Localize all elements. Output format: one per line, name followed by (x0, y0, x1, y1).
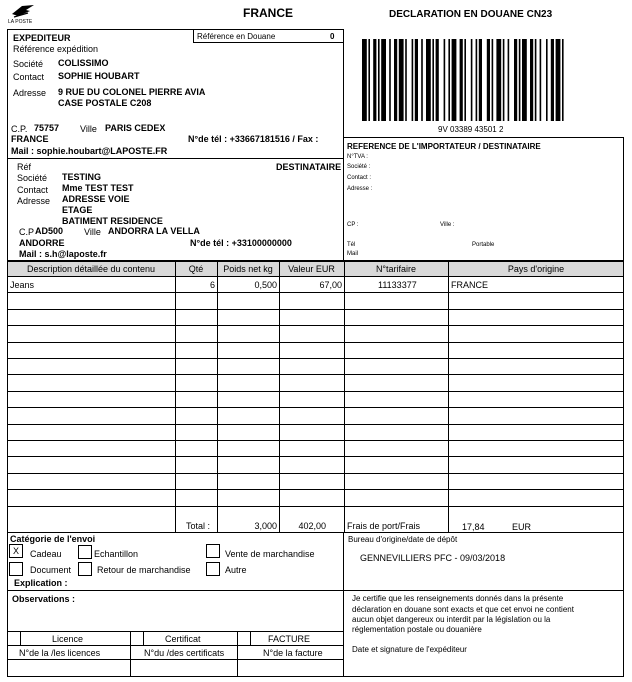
licence-checkbox[interactable] (7, 631, 21, 646)
facture-checkbox[interactable] (237, 631, 251, 646)
sale-label: Vente de marchandise (225, 549, 315, 559)
licence-label: Licence (52, 634, 84, 644)
col-value: Valeur EUR (288, 264, 335, 274)
bird-icon (8, 2, 38, 20)
la-poste-logo (8, 2, 38, 28)
row-weight: 0,500 (254, 280, 277, 290)
importer-company: Société : (347, 164, 371, 170)
sender-title: EXPEDITEUR (13, 33, 71, 43)
category-title: Catégorie de l'envoi (10, 534, 96, 544)
sender-address-line2: CASE POSTALE C208 (58, 98, 152, 108)
row-description: Jeans (10, 280, 35, 290)
importer-address: Adresse : (347, 186, 373, 192)
document-title: DECLARATION EN DOUANE CN23 (389, 9, 553, 20)
return-checkbox[interactable] (78, 562, 92, 576)
signature-label: Date et signature de l'expéditeur (352, 645, 467, 654)
recipient-address-label: Adresse (17, 196, 51, 206)
recipient-phone: N°de tél : +33100000000 (190, 238, 292, 248)
certify-text-4: réglementation postale ou douanière (352, 625, 482, 634)
col-origin: Pays d'origine (507, 264, 565, 274)
certificat-label: Certificat (165, 634, 201, 644)
total-label: Total : (186, 521, 211, 531)
certificat-number-label: N°du /des certificats (144, 648, 225, 658)
importer-contact: Contact : (347, 175, 372, 181)
sender-ref-label: Référence expédition (13, 44, 99, 54)
customs-ref-value: 0 (330, 32, 335, 41)
items-table (7, 261, 624, 533)
shipping-currency: EUR (512, 522, 532, 532)
importer-city: Ville : (440, 222, 455, 228)
observations-label: Observations : (12, 594, 76, 604)
row-origin: FRANCE (451, 280, 489, 290)
sender-company: COLISSIMO (58, 58, 109, 68)
sender-city: PARIS CEDEX (105, 123, 166, 133)
recipient-country: ANDORRE (19, 238, 65, 248)
certify-text-1: Je certifie que les renseignements donnés dans la présente (352, 594, 564, 603)
certificat-checkbox[interactable] (130, 631, 144, 646)
recipient-city: ANDORRA LA VELLA (108, 226, 200, 236)
sender-address-line1: 9 RUE DU COLONEL PIERRE AVIA (58, 87, 206, 97)
row-tariff: 11133377 (378, 280, 417, 290)
recipient-cp: AD500 (35, 226, 64, 236)
sender-cp-label: C.P. (11, 124, 28, 134)
document-label: Document (30, 565, 72, 575)
office-value: GENNEVILLIERS PFC - 09/03/2018 (360, 553, 506, 563)
importer-phone: Tél (347, 242, 356, 248)
importer-tva: N°TVA : (347, 154, 368, 160)
sample-checkbox[interactable] (78, 545, 92, 559)
gift-label: Cadeau (30, 549, 62, 559)
logo-text: LA POSTE (8, 19, 33, 25)
recipient-city-label: Ville (84, 227, 101, 237)
total-weight: 3,000 (254, 521, 277, 531)
explanation-label: Explication : (14, 578, 68, 588)
other-checkbox[interactable] (206, 562, 220, 576)
facture-label: FACTURE (268, 634, 311, 644)
sender-contact-label: Contact (13, 72, 45, 82)
importer-title: REFERENCE DE L'IMPORTATEUR / DESTINATAIRE (347, 142, 541, 151)
row-qty: 6 (209, 280, 215, 290)
licence-number-label: N°de la /les licences (19, 648, 101, 658)
col-tariff: N°tarifaire (375, 264, 417, 274)
sender-cp: 75757 (34, 123, 60, 133)
recipient-mail: Mail : s.h@laposte.fr (19, 249, 107, 259)
country-title: FRANCE (243, 6, 293, 20)
total-value: 402,00 (298, 521, 326, 531)
return-label: Retour de marchandise (97, 565, 191, 575)
sender-city-label: Ville (80, 124, 97, 134)
sender-company-label: Société (13, 59, 44, 69)
sale-checkbox[interactable] (206, 544, 220, 558)
gift-checkbox[interactable]: X (9, 544, 23, 558)
certify-text-3: aucun objet dangereux ou interdit par la législation ou la (352, 615, 551, 624)
customs-ref-label: Référence en Douane (197, 32, 276, 41)
recipient-address-line1: ADRESSE VOIE (62, 194, 130, 204)
shipping-value: 17,84 (462, 522, 485, 532)
sender-country: FRANCE (11, 134, 49, 144)
sender-address-label: Adresse (13, 88, 47, 98)
recipient-cp-label: C.P (19, 227, 35, 237)
sample-label: Echantillon (94, 549, 139, 559)
sender-mail: Mail : sophie.houbart@LAPOSTE.FR (11, 146, 168, 156)
recipient-address-line3: BATIMENT RESIDENCE (62, 216, 163, 226)
other-label: Autre (225, 565, 247, 575)
recipient-ref-label: Réf (17, 162, 32, 172)
sender-contact: SOPHIE HOUBART (58, 71, 140, 81)
col-weight: Poids net kg (223, 264, 273, 274)
certify-text-2: déclaration en douane sont exacts et que cet envoi ne contient (352, 605, 574, 614)
recipient-contact: Mme TEST TEST (62, 183, 134, 193)
recipient-title: DESTINATAIRE (276, 162, 342, 172)
facture-number-label: N°de la facture (263, 648, 323, 658)
recipient-company: TESTING (62, 172, 102, 182)
col-description: Description détaillée du contenu (26, 264, 156, 274)
document-checkbox[interactable] (9, 562, 23, 576)
office-label: Bureau d'origine/date de dépôt (348, 535, 458, 544)
row-value: 67,00 (319, 280, 342, 290)
recipient-address-line2: ETAGE (62, 205, 93, 215)
recipient-company-label: Société (17, 173, 48, 183)
barcode-number: 9V 03389 43501 2 (438, 125, 504, 134)
sender-phone: N°de tél : +33667181516 / Fax : (188, 134, 319, 144)
barcode (362, 39, 624, 121)
importer-cp: CP : (347, 222, 359, 228)
importer-mail: Mail (347, 251, 359, 257)
shipping-label: Frais de port/Frais (347, 521, 421, 531)
recipient-contact-label: Contact (17, 185, 49, 195)
importer-mobile: Portable (472, 242, 495, 248)
col-qty: Qté (188, 264, 204, 274)
